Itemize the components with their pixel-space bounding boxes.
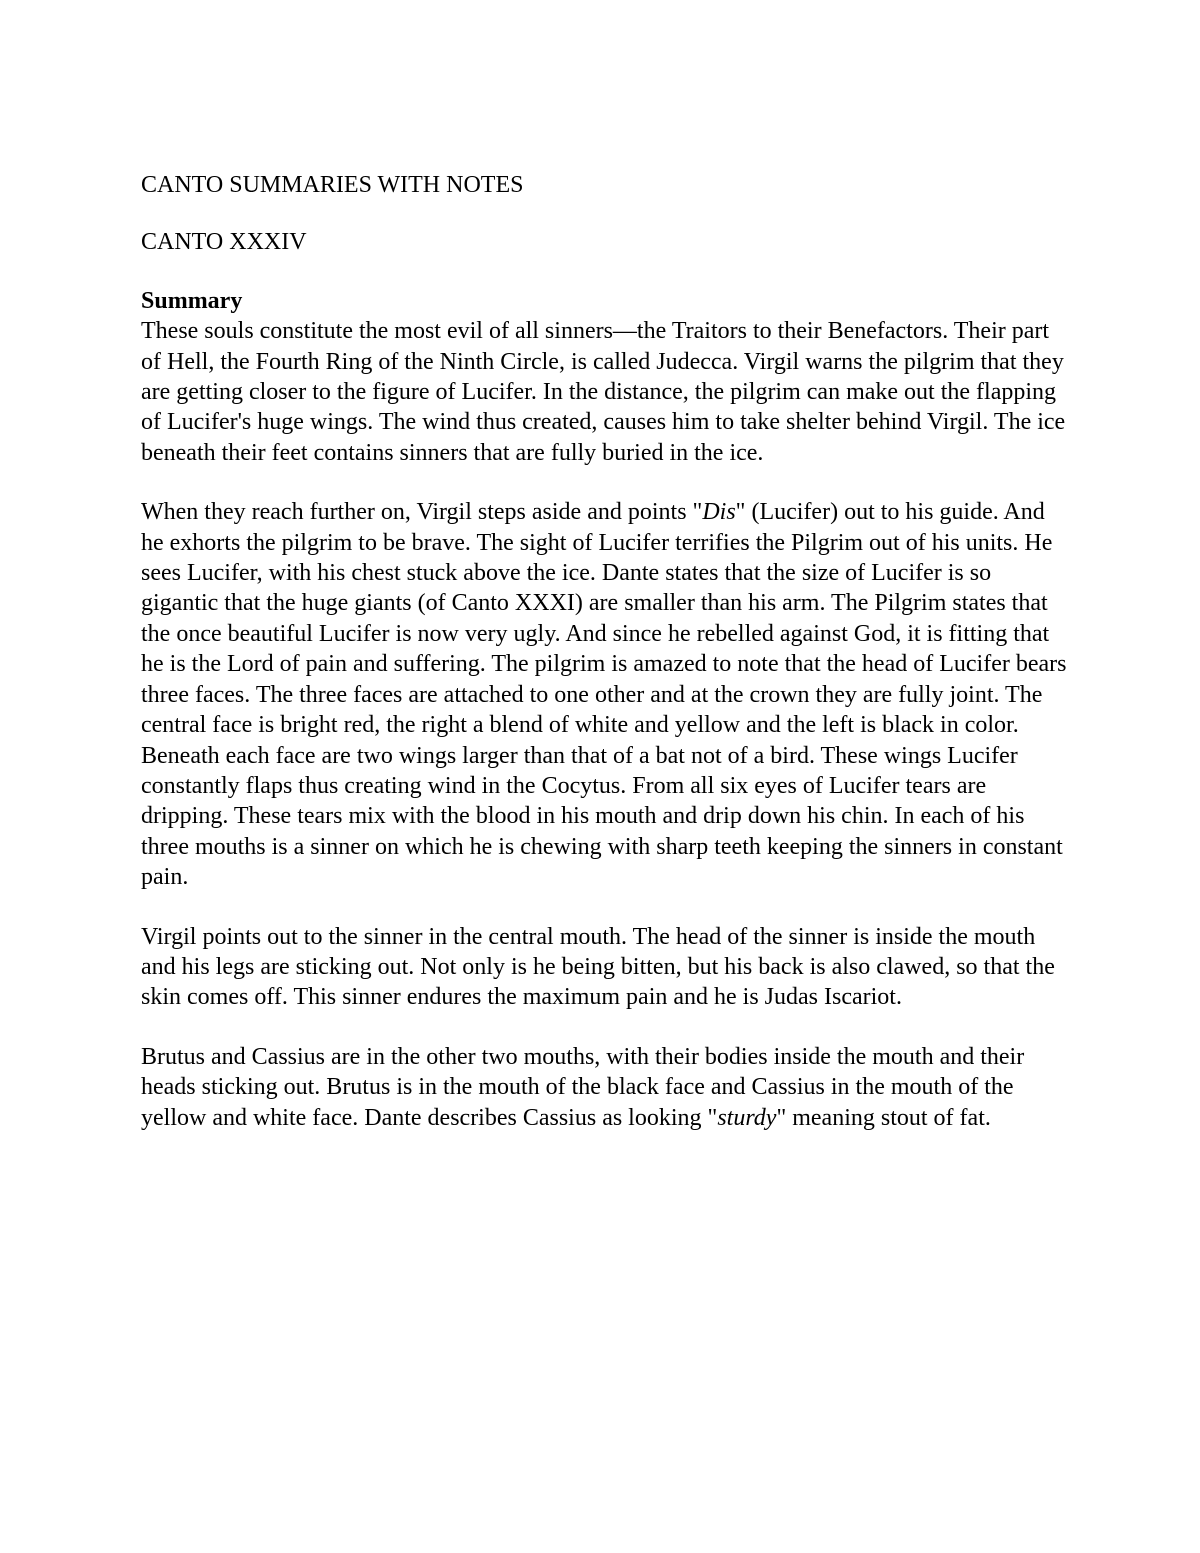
paragraph-4 (141, 1042, 1071, 1133)
paragraph-2-italic-dis: Dis (702, 499, 736, 526)
paragraph-2-text-end: " (Lucifer) out to his guide. And he exhorts the pilgrim to be brave. The sight of Lucifer terrifies the Pilgrim out of his units. He sees Lucifer, with his chest stuck above the ice. Dante states that the size of Lucifer is so gigantic that the huge giants (of Canto XXXI) are smaller than his arm. The Pilgrim states that the once beautiful Lucifer is now very ugly. And since he rebelled against God, it is fitting that he is the Lord of pain and suffering. The pilgrim is amazed to note that the head of Lucifer bears three faces. The three faces are attached to one other and at the crown they are fully joint. The central face is bright red, the right a blend of white and yellow and the left is black in color. Beneath each face are two wings larger than that of a bat not of a bird. These wings Lucifer constantly flaps thus creating wind in the Cocytus. From all six eyes of Lucifer tears are dripping. These tears mix with the blood in his mouth and drip down his chin. In each of his three mouths is a sinner on which he is chewing with sharp teeth keeping the sinners in constant pain. (141, 499, 1067, 891)
paragraph-3: Virgil points out to the sinner in the central mouth. The head of the sinner is inside the mouth and his legs are sticking out. Not only is he being bitten, but his back is also clawed, so that the skin comes off. This sinner endures the maximum pain and he is Judas Iscariot. (141, 923, 1055, 1011)
paragraph-4-italic-sturdy: sturdy (717, 1104, 777, 1131)
paragraph-4-text-end: " meaning stout of fat. (776, 1104, 991, 1131)
section-heading: Summary (141, 287, 243, 314)
document-body (141, 170, 1071, 1133)
paragraph-2 (141, 497, 1071, 892)
paragraph-4-text-start: Brutus and Cassius are in the other two mouths, with their bodies inside the mouth and their heads sticking out. Brutus is in the mouth of the black face and Cassius in the mouth of the yellow and white face. Dante describes Cassius as looking " (141, 1043, 1025, 1131)
paragraph-1: These souls constitute the most evil of all sinners—the Traitors to their Benefactors. Their part of Hell, the Fourth Ring of the Ninth Circle, is called Judecca. Virgil warns the pilgrim that they are getting closer to the figure of Lucifer. In the distance, the pilgrim can make out the flapping of Lucifer's huge wings. The wind thus created, causes him to take shelter behind Virgil. The ice beneath their feet contains sinners that are fully buried in the ice. (141, 318, 1066, 466)
canto-heading: CANTO XXXIV (141, 229, 307, 256)
paragraph-2-text-start: When they reach further on, Virgil steps aside and points " (141, 499, 703, 526)
document-title: CANTO SUMMARIES WITH NOTES (141, 172, 524, 198)
